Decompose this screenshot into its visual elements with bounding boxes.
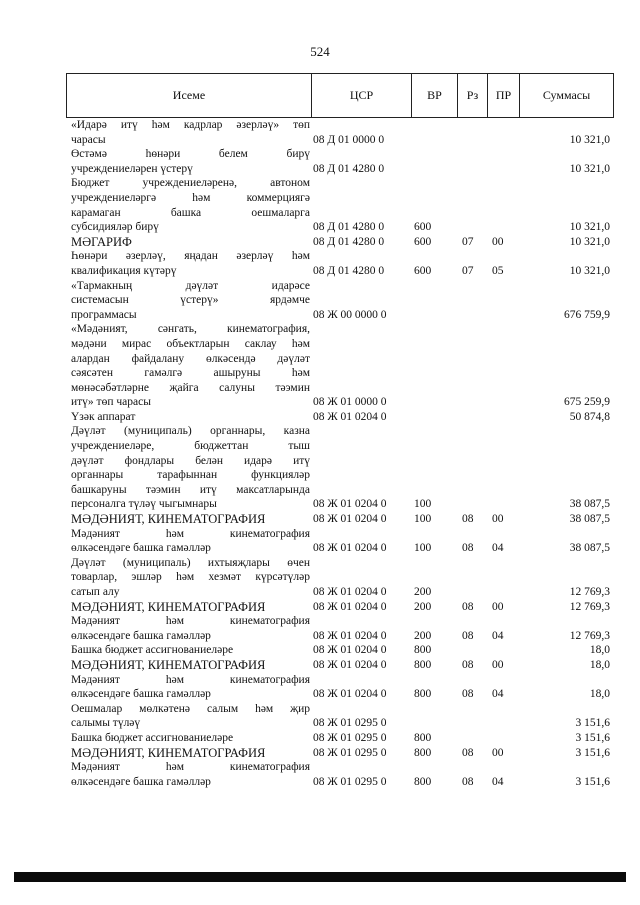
header-csr: ЦСР bbox=[311, 74, 411, 117]
row-name-line: учреждениеләрен үстерү bbox=[71, 162, 193, 175]
row-name-line: программасы bbox=[71, 308, 137, 321]
row-name bbox=[66, 176, 310, 234]
row-sum: 3 151,6 bbox=[575, 746, 610, 759]
row-name bbox=[66, 746, 310, 761]
row-csr: 08 Ж 01 0295 0 bbox=[313, 746, 387, 759]
row-name-line: Дәүләт (муниципаль) органнары, казна bbox=[71, 425, 310, 438]
row-pr: 04 bbox=[492, 688, 504, 701]
table-header bbox=[66, 73, 614, 118]
row-sum: 676 759,9 bbox=[564, 308, 610, 321]
row-sum: 18,0 bbox=[589, 644, 610, 657]
table-row bbox=[66, 702, 614, 731]
row-name-line: МӘДӘНИЯТ, КИНЕМАТОГРАФИЯ bbox=[71, 512, 266, 527]
row-pr: 00 bbox=[492, 235, 504, 248]
row-rz: 08 bbox=[462, 600, 474, 613]
table-row bbox=[66, 118, 614, 147]
row-name-line: чарасы bbox=[71, 133, 106, 146]
row-sum: 12 769,3 bbox=[569, 600, 610, 613]
table-row bbox=[66, 424, 614, 512]
row-name-line: карамаган башка оешмаларга bbox=[71, 206, 310, 219]
row-sum: 3 151,6 bbox=[575, 717, 610, 730]
row-name-line: МӘДӘНИЯТ, КИНЕМАТОГРАФИЯ bbox=[71, 599, 266, 614]
row-vr: 200 bbox=[414, 629, 432, 642]
row-sum: 10 321,0 bbox=[569, 133, 610, 146]
row-pr: 04 bbox=[492, 629, 504, 642]
row-vr: 800 bbox=[414, 644, 432, 657]
row-name bbox=[66, 410, 310, 425]
row-vr: 200 bbox=[414, 600, 432, 613]
row-csr: 08 Д 01 0000 0 bbox=[313, 133, 385, 146]
table-row bbox=[66, 527, 614, 556]
row-name bbox=[66, 643, 310, 658]
row-sum: 10 321,0 bbox=[569, 162, 610, 175]
table-row bbox=[66, 731, 614, 746]
row-name bbox=[66, 118, 310, 147]
row-name-line: мәдәни мирас объектларын саклау һәм bbox=[71, 337, 310, 350]
row-sum: 50 874,8 bbox=[569, 410, 610, 423]
row-name bbox=[66, 658, 310, 673]
table-row bbox=[66, 614, 614, 643]
row-vr: 100 bbox=[414, 513, 432, 526]
row-sum: 10 321,0 bbox=[569, 264, 610, 277]
row-name-line: салымы түләү bbox=[71, 717, 141, 730]
row-sum: 10 321,0 bbox=[569, 235, 610, 248]
row-name bbox=[66, 235, 310, 250]
row-vr: 100 bbox=[414, 498, 432, 511]
row-sum: 12 769,3 bbox=[569, 586, 610, 598]
row-vr: 800 bbox=[414, 658, 432, 671]
row-name-line: товарлар, эшләр һәм хезмәт күрсәтүләр bbox=[71, 571, 310, 584]
row-name bbox=[66, 279, 310, 323]
row-vr: 800 bbox=[414, 688, 432, 701]
row-vr: 600 bbox=[414, 235, 432, 248]
row-pr: 00 bbox=[492, 746, 504, 759]
row-name-line: субсидияләр бирү bbox=[71, 221, 159, 234]
row-vr: 800 bbox=[414, 746, 432, 759]
row-name bbox=[66, 147, 310, 176]
table-row bbox=[66, 322, 614, 410]
row-vr: 600 bbox=[414, 221, 432, 234]
row-name-line: өлкәсендәге башка гамәлләр bbox=[71, 629, 211, 642]
table-row bbox=[66, 673, 614, 702]
row-csr: 08 Д 01 4280 0 bbox=[313, 162, 385, 175]
row-name bbox=[66, 614, 310, 643]
table-body bbox=[66, 118, 614, 789]
table-row bbox=[66, 249, 614, 278]
row-sum: 38 087,5 bbox=[569, 542, 610, 555]
table-row bbox=[66, 556, 614, 600]
row-name-line: Башка бюджет ассигнованиеләре bbox=[71, 644, 234, 657]
row-name-line: итү» төп чарасы bbox=[71, 396, 151, 409]
row-name-line: мөнәсәбәтләрне җайга салуны тәэмин bbox=[71, 381, 310, 394]
table-row bbox=[66, 147, 614, 176]
header-name: Исеме bbox=[172, 88, 206, 102]
row-name-line: Оешмалар мөлкәтенә салым һәм җир bbox=[71, 702, 310, 715]
row-name bbox=[66, 249, 310, 278]
row-vr: 800 bbox=[414, 775, 432, 788]
row-sum: 10 321,0 bbox=[569, 221, 610, 234]
row-csr: 08 Д 01 4280 0 bbox=[313, 235, 385, 248]
table-row bbox=[66, 760, 614, 789]
row-vr: 600 bbox=[414, 264, 432, 277]
table-row bbox=[66, 746, 614, 761]
row-name-line: Мәдәният һәм кинематография bbox=[71, 761, 310, 774]
bottom-border-bar bbox=[14, 872, 626, 882]
row-csr: 08 Д 01 4280 0 bbox=[313, 221, 385, 234]
row-sum: 18,0 bbox=[589, 658, 610, 671]
row-csr: 08 Ж 01 0204 0 bbox=[313, 586, 387, 598]
row-pr: 00 bbox=[492, 600, 504, 613]
row-csr: 08 Ж 01 0204 0 bbox=[313, 513, 387, 526]
row-name-line: учреждениеләре, бюджеттан тыш bbox=[71, 440, 310, 453]
row-name-line: Үзәк аппарат bbox=[71, 410, 136, 423]
row-name-line: өлкәсендәге башка гамәлләр bbox=[71, 688, 211, 701]
row-name-line: алардан файдалану өлкәсендә дәүләт bbox=[71, 352, 310, 365]
row-csr: 08 Ж 01 0204 0 bbox=[313, 658, 387, 671]
row-name-line: өлкәсендәге башка гамәлләр bbox=[71, 775, 211, 788]
row-name bbox=[66, 760, 310, 789]
row-vr: 200 bbox=[414, 586, 432, 598]
row-name bbox=[66, 673, 310, 702]
row-csr: 08 Ж 01 0204 0 bbox=[313, 410, 387, 423]
row-name-line: учреждениеләргә һәм коммерциягә bbox=[71, 191, 310, 204]
table-row bbox=[66, 658, 614, 673]
row-name bbox=[66, 527, 310, 556]
row-name-line: «Тармакның дәүләт идарәсе bbox=[71, 279, 310, 292]
row-csr: 08 Ж 01 0204 0 bbox=[313, 600, 387, 613]
row-csr: 08 Ж 01 0295 0 bbox=[313, 731, 387, 744]
row-vr: 100 bbox=[414, 542, 432, 555]
row-rz: 07 bbox=[462, 264, 474, 277]
row-csr: 08 Ж 01 0204 0 bbox=[313, 629, 387, 642]
row-name bbox=[66, 600, 310, 615]
table-row bbox=[66, 600, 614, 615]
row-sum: 675 259,9 bbox=[564, 396, 610, 409]
row-name-line: дәүләт фондлары белән идарә итү bbox=[71, 454, 310, 467]
row-rz: 08 bbox=[462, 775, 474, 788]
table-row bbox=[66, 176, 614, 234]
row-name-line: МӘГАРИФ bbox=[71, 234, 132, 249]
row-name-line: өлкәсендәге башка гамәлләр bbox=[71, 542, 211, 555]
row-csr: 08 Ж 01 0204 0 bbox=[313, 644, 387, 657]
row-name-line: персоналга түләү чыгымнары bbox=[71, 498, 217, 511]
row-name bbox=[66, 424, 310, 512]
row-name-line: башкаруны тәэмин итү максатларында bbox=[71, 483, 310, 496]
row-rz: 08 bbox=[462, 513, 474, 526]
table-row bbox=[66, 410, 614, 425]
row-name-line: Башка бюджет ассигнованиеләре bbox=[71, 731, 234, 744]
row-csr: 08 Ж 01 0204 0 bbox=[313, 542, 387, 555]
row-pr: 04 bbox=[492, 775, 504, 788]
row-rz: 08 bbox=[462, 658, 474, 671]
row-csr: 08 Д 01 4280 0 bbox=[313, 264, 385, 277]
header-rz: Рз bbox=[457, 74, 487, 117]
row-name-line: органнары тарафыннан функцияләр bbox=[71, 469, 310, 482]
row-sum: 18,0 bbox=[589, 688, 610, 701]
table-row bbox=[66, 235, 614, 250]
row-name bbox=[66, 731, 310, 746]
row-name bbox=[66, 702, 310, 731]
row-csr: 08 Ж 01 0204 0 bbox=[313, 688, 387, 701]
row-rz: 08 bbox=[462, 688, 474, 701]
row-name-line: Мәдәният һәм кинематография bbox=[71, 527, 310, 540]
table-row bbox=[66, 279, 614, 323]
header-pr: ПР bbox=[487, 74, 519, 117]
row-rz: 08 bbox=[462, 746, 474, 759]
row-rz: 08 bbox=[462, 629, 474, 642]
row-name-line: Мәдәният һәм кинематография bbox=[71, 615, 310, 628]
row-sum: 38 087,5 bbox=[569, 513, 610, 526]
row-name-line: сатып алу bbox=[71, 586, 120, 598]
row-pr: 00 bbox=[492, 658, 504, 671]
row-csr: 08 Ж 00 0000 0 bbox=[313, 308, 387, 321]
table-row bbox=[66, 512, 614, 527]
row-name-line: системасын үстерү» ярдәмче bbox=[71, 294, 310, 307]
row-name-line: квалификация күтәрү bbox=[71, 264, 177, 277]
row-vr: 800 bbox=[414, 731, 432, 744]
row-sum: 3 151,6 bbox=[575, 775, 610, 788]
row-name-line: сәясәтен гамәлгә ашыруны һәм bbox=[71, 367, 310, 380]
row-sum: 38 087,5 bbox=[569, 498, 610, 511]
row-csr: 08 Ж 01 0295 0 bbox=[313, 775, 387, 788]
header-sum: Суммасы bbox=[519, 74, 613, 117]
row-name bbox=[66, 512, 310, 527]
row-sum: 3 151,6 bbox=[575, 731, 610, 744]
row-name-line: МӘДӘНИЯТ, КИНЕМАТОГРАФИЯ bbox=[71, 657, 266, 672]
row-name-line: Һөнәри әзерләү, яңадан әзерләү һәм bbox=[71, 250, 310, 263]
row-name-line: Бюджет учреждениеләренә, автоном bbox=[71, 177, 310, 190]
row-rz: 08 bbox=[462, 542, 474, 555]
row-sum: 12 769,3 bbox=[569, 629, 610, 642]
header-vr: ВР bbox=[411, 74, 457, 117]
row-csr: 08 Ж 01 0000 0 bbox=[313, 396, 387, 409]
row-name bbox=[66, 556, 310, 600]
row-pr: 00 bbox=[492, 513, 504, 526]
row-rz: 07 bbox=[462, 235, 474, 248]
row-csr: 08 Ж 01 0204 0 bbox=[313, 498, 387, 511]
row-name-line: «Мәдәният, сәнгать, кинематография, bbox=[71, 323, 310, 336]
row-name-line: «Идарә итү һәм кадрлар әзерләү» төп bbox=[71, 119, 310, 131]
row-name-line: МӘДӘНИЯТ, КИНЕМАТОГРАФИЯ bbox=[71, 745, 266, 760]
row-name-line: Мәдәният һәм кинематография bbox=[71, 673, 310, 686]
row-name-line: Өстәмә һөнәри белем бирү bbox=[71, 148, 310, 161]
table-row bbox=[66, 643, 614, 658]
row-name bbox=[66, 322, 310, 410]
row-name-line: Дәүләт (муниципаль) ихтыяҗлары өчен bbox=[71, 556, 310, 569]
row-pr: 05 bbox=[492, 264, 504, 277]
page-number: 524 bbox=[310, 44, 330, 59]
row-pr: 04 bbox=[492, 542, 504, 555]
row-csr: 08 Ж 01 0295 0 bbox=[313, 717, 387, 730]
